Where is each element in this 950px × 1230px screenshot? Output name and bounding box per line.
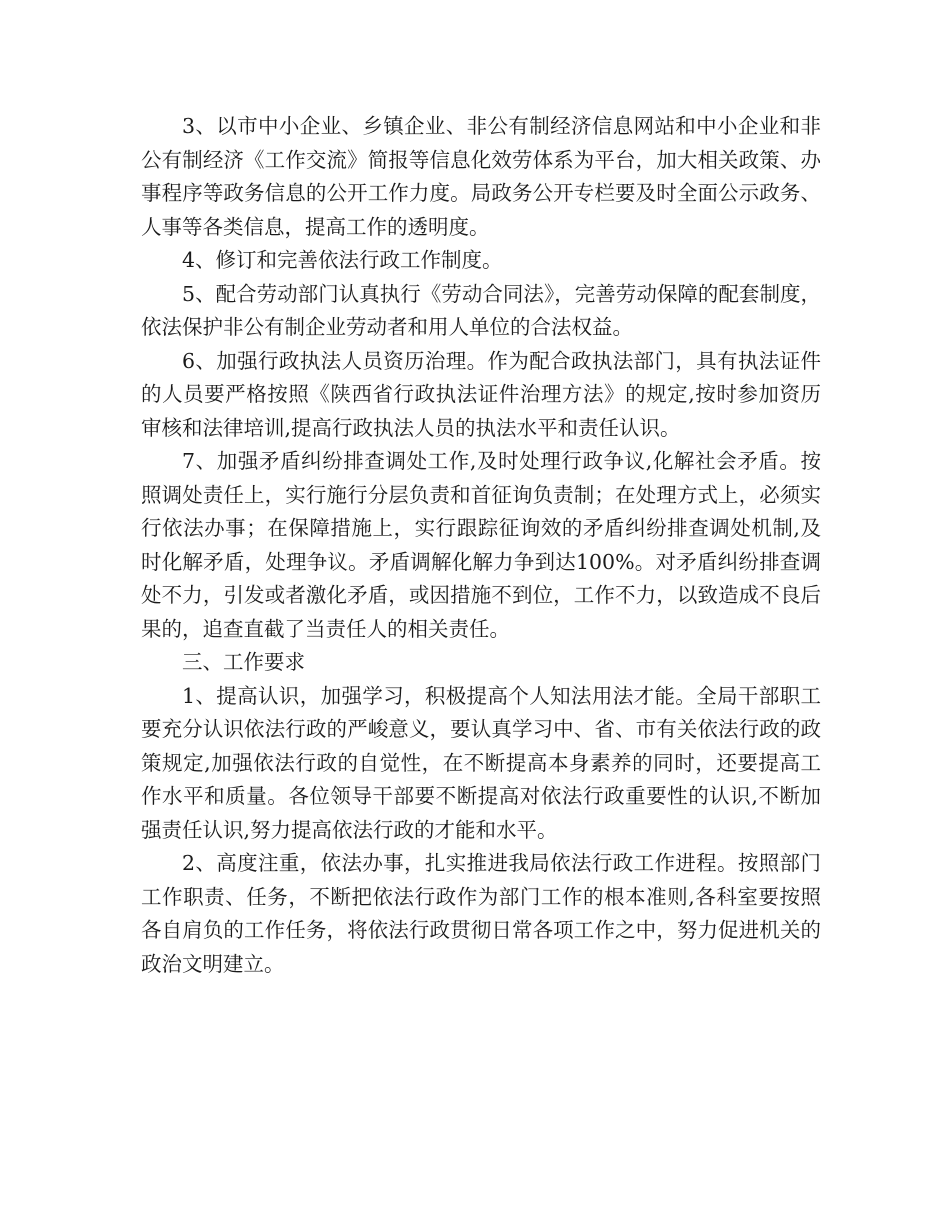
paragraph-item-3: 3、以市中小企业、乡镇企业、非公有制经济信息网站和中小企业和非公有制经济《工作交流》简报等信息化效劳体系为平台，加大相关政策、办事程序等政务信息的公开工作力度。局政务公开专栏要及时全面公示政务、人事等各类信息，提高工作的透明度。 bbox=[141, 114, 821, 239]
requirement-item-2: 2、高度注重，依法办事，扎实推进我局依法行政工作进程。按照部门工作职责、任务，不断把依法行政作为部门工作的根本准则,各科室要按照各自肩负的工作任务，将依法行政贯彻日常各项工作之中，努力促进机关的政治文明建立。 bbox=[141, 851, 821, 976]
requirement-item-1: 1、提高认识，加强学习，积极提高个人知法用法才能。全局干部职工要充分认识依法行政的严峻意义，要认真学习中、省、市有关依法行政的政策规定,加强依法行政的自觉性，在不断提高本身素养的同时，还要提高工作水平和质量。各位领导干部要不断提高对依法行政重要性的认识,不断加强责任认识,努力提高依法行政的才能和水平。 bbox=[141, 683, 821, 842]
paragraph-item-4: 4、修订和完善依法行政工作制度。 bbox=[182, 248, 503, 272]
section-heading-work-requirements: 三、工作要求 bbox=[182, 650, 305, 674]
paragraph-item-7: 7、加强矛盾纠纷排查调处工作,及时处理行政争议,化解社会矛盾。按照调处责任上，实行施行分层负责和首征询负责制；在处理方式上，必须实行依法办事；在保障措施上，实行跟踪征询效的矛盾纠纷排查调处机制,及时化解矛盾，处理争议。矛盾调解化解力争到达100%。对矛盾纠纷排查调处不力，引发或者激化矛盾，或因措施不到位，工作不力，以致造成不良后果的，追查直截了当责任人的相关责任。 bbox=[141, 449, 821, 641]
paragraph-item-6: 6、加强行政执法人员资历治理。作为配合政执法部门，具有执法证件的人员要严格按照《陕西省行政执法证件治理方法》的规定,按时参加资历审核和法律培训,提高行政执法人员的执法水平和责任认识。 bbox=[141, 348, 821, 440]
document-body bbox=[141, 110, 821, 981]
paragraph-item-5: 5、配合劳动部门认真执行《劳动合同法》，完善劳动保障的配套制度，依法保护非公有制企业劳动者和用人单位的合法权益。 bbox=[141, 281, 821, 339]
